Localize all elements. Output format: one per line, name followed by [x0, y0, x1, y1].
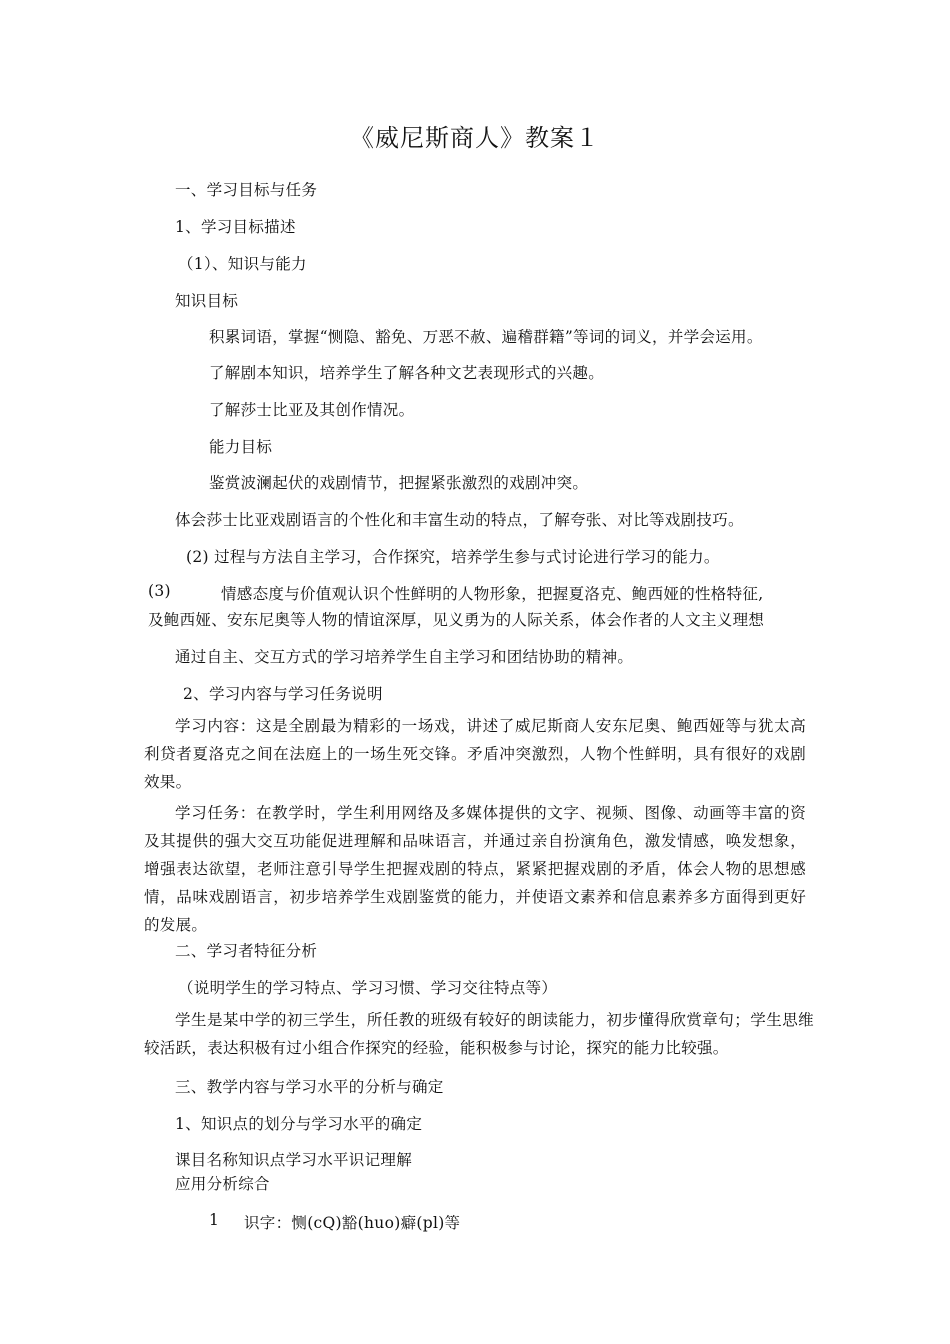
document-title: 《威尼斯商人》教案１ — [350, 124, 600, 152]
learner-analysis-paragraph: 学生是某中学的初三学生，所任教的班级有较好的朗读能力，初步懂得欣赏章句；学生思维较活跃，表达积极有过小组合作探究的经验，能积极参与讨论，探究的能力比较强。 — [144, 1011, 814, 1057]
table-row-text: 识字：恻(cQ)豁(huo)癖(pl)等 — [244, 1214, 461, 1232]
table-header-line-2: 应用分析综合 — [175, 1175, 270, 1193]
ability-item: 体会莎士比亚戏剧语言的个性化和丰富生动的特点，了解夸张、对比等戏剧技巧。 — [175, 511, 744, 529]
knowledge-item: 了解莎士比亚及其创作情况。 — [209, 401, 415, 419]
emotion-line: 情感态度与价值观认识个性鲜明的人物形象，把握夏洛克、鲍西娅的性格特征, — [221, 585, 764, 603]
knowledge-item: 了解剧本知识，培养学生了解各种文艺表现形式的兴趣。 — [209, 364, 605, 382]
table-row-number: 1 — [209, 1211, 220, 1229]
knowledge-target-label: 知识目标 — [175, 292, 239, 310]
subsection-knowledge-ability: （1）、知识与能力 — [178, 255, 307, 273]
section-1-heading: 一、学习目标与任务 — [175, 181, 318, 199]
learning-task-paragraph: 学习任务：在教学时，学生利用网络及多媒体提供的文字、视频、图像、动画等丰富的资及其提供的强大交互功能促进理解和品味语言，并通过亲自扮演角色，激发情感，唤发想象，增强表达欲望，老师注意引导学生把握戏剧的特点，紧紧把握戏剧的矛盾，体会人物的思想感情，品味戏剧语言，初步培养学生戏剧鉴赏的能力，并使语文素养和信息素养多方面得到更好的发展。 — [144, 804, 806, 934]
learning-content-paragraph: 学习内容：这是全剧最为精彩的一场戏，讲述了威尼斯商人安东尼奥、鲍西娅等与犹太高利贷者夏洛克之间在法庭上的一场生死交锋。矛盾冲突激烈，人物个性鲜明，具有很好的戏剧效果。 — [144, 717, 806, 791]
emotion-line-cont: 及鲍西娅、安东尼奥等人物的情谊深厚，见义勇为的人际关系，体会作者的人文主义理想 — [148, 611, 765, 629]
section-2-heading: 二、学习者特征分析 — [175, 942, 318, 960]
subsection-3-1: 1、知识点的划分与学习水平的确定 — [175, 1115, 423, 1133]
subsection-1-2: 2、学习内容与学习任务说明 — [183, 685, 383, 703]
process-method-line: (2) 过程与方法自主学习，合作探究，培养学生参与式讨论进行学习的能力。 — [186, 548, 720, 566]
ability-target-label: 能力目标 — [209, 438, 273, 456]
table-header-line-1: 课目名称知识点学习水平识记理解 — [175, 1151, 413, 1169]
subsection-1-1: 1、学习目标描述 — [175, 218, 296, 236]
emotion-number: (3) — [148, 582, 171, 600]
section-3-heading: 三、教学内容与学习水平的分析与确定 — [175, 1078, 444, 1096]
section-2-note: （说明学生的学习特点、学习习惯、学习交往特点等） — [178, 979, 558, 997]
emotion-line-end: 通过自主、交互方式的学习培养学生自主学习和团结协助的精神。 — [175, 648, 634, 666]
ability-item: 鉴赏波澜起伏的戏剧情节，把握紧张激烈的戏剧冲突。 — [209, 474, 589, 492]
knowledge-item: 积累词语，掌握“恻隐、豁免、万恶不赦、遍稽群籍”等词的词义，并学会运用。 — [209, 328, 763, 346]
